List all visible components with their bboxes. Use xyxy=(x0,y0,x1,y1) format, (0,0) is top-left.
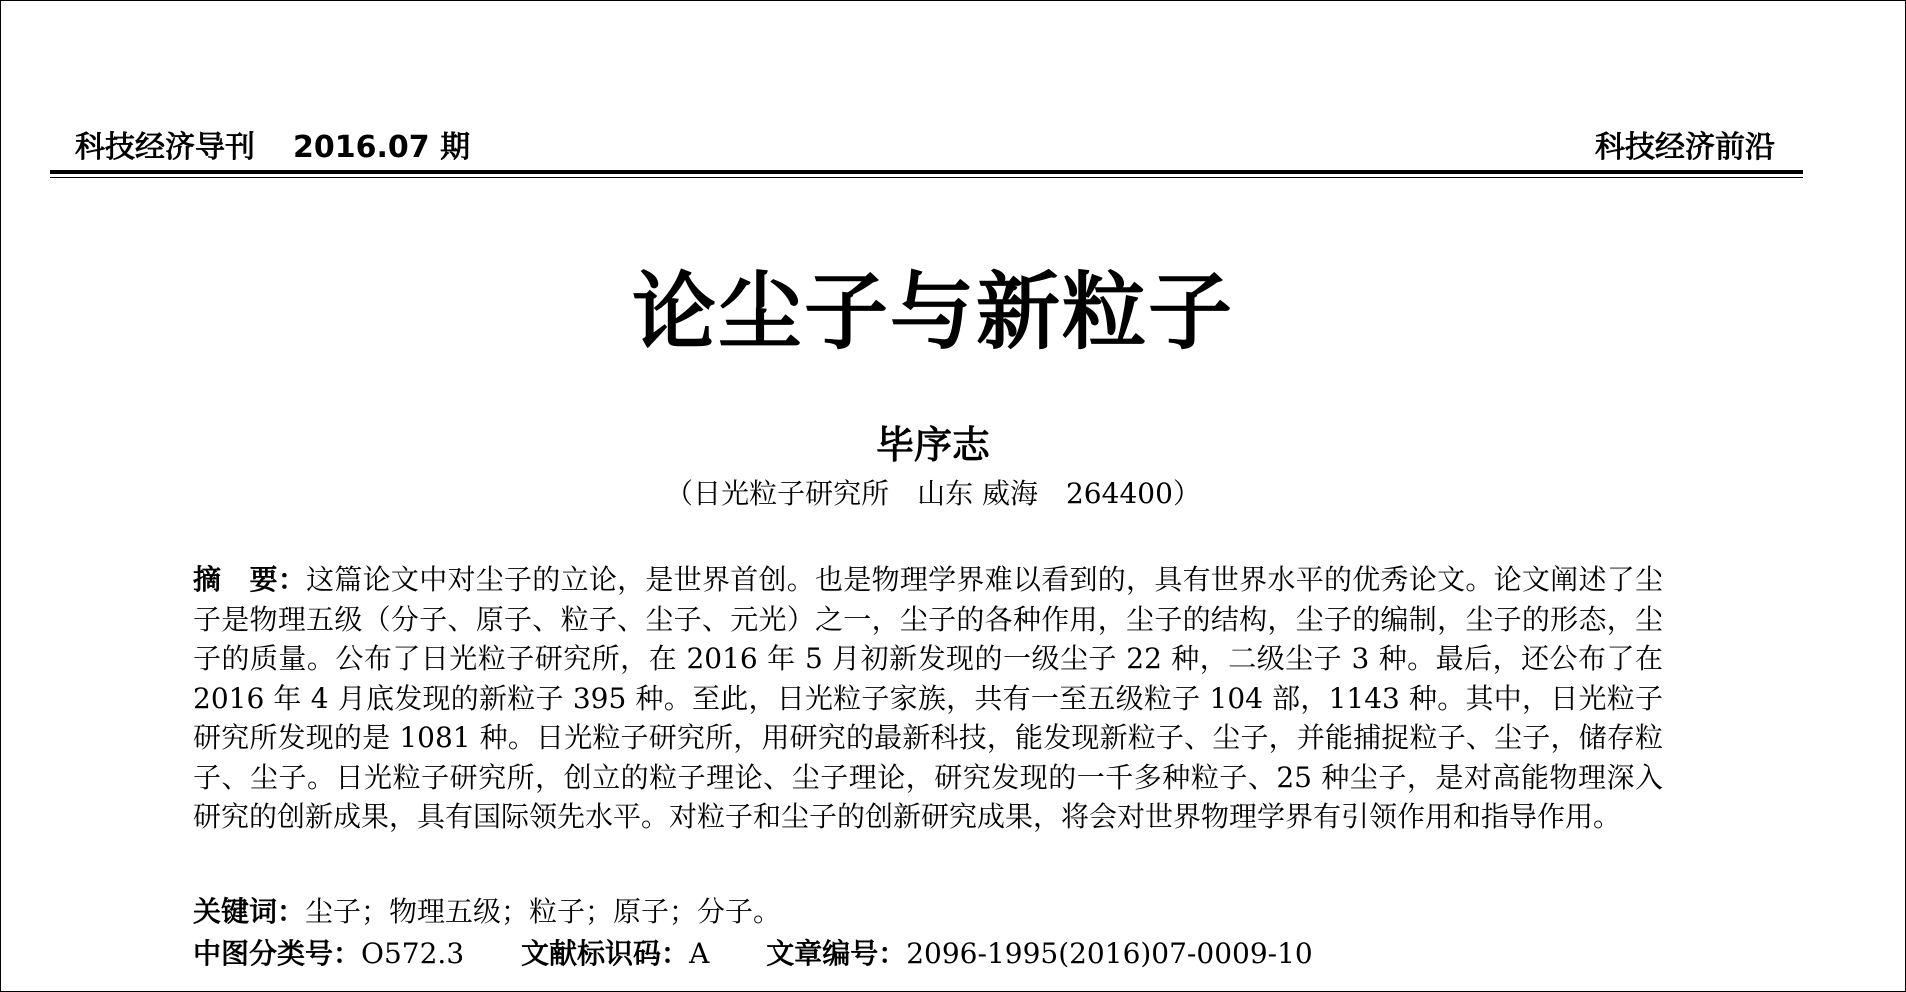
classification-line xyxy=(193,934,1663,974)
document-code xyxy=(521,937,709,970)
article-title: 论尘子与新粒子 xyxy=(631,262,1234,361)
clc-value: O572.3 xyxy=(361,937,465,970)
abstract-label: 摘 要： xyxy=(193,563,307,596)
article-no-value: 2096-1995(2016)07-0009-10 xyxy=(906,937,1313,970)
doc-code-value: A xyxy=(689,937,710,970)
section-name: 科技经济前沿 xyxy=(1595,130,1775,165)
header-left xyxy=(75,128,470,168)
keywords-label: 关键词： xyxy=(193,895,306,928)
keywords xyxy=(193,892,1663,932)
issue-label: 2016.07 期 xyxy=(293,130,471,165)
author-name: 毕序志 xyxy=(875,423,990,467)
abstract-text: 这篇论文中对尘子的立论，是世界首创。也是物理学界难以看到的，具有世界水平的优秀论文。论文阐述了尘子是物理五级（分子、原子、粒子、尘子、元光）之一，尘子的各种作用，尘子的结构，尘子的编制，尘子的形态，尘子的质量。公布了日光粒子研究所，在 2016 年 5 月初新发现的一级尘子 22 种，二级尘子 3 种。最后，还公布了在 2016 年 4 月底发现的新粒子 395 种。至此，日光粒子家族，共有一至五级粒子 104 部，1143 种。其中，日光粒子研究所发现的是 1081 种。日光粒子研究所，用研究的最新科技，能发现新粒子、尘子，并能捕捉粒子、尘子，储存粒子、尘子。日光粒子研究所，创立的粒子理论、尘子理论，研究发现的一千多种粒子、25 种尘子，是对高能物理深入研究的创新成果，具有国际领先水平。对粒子和尘子的创新研究成果，将会对世界物理学界有引领作用和指导作用。 xyxy=(193,563,1663,833)
article-no-label: 文章编号： xyxy=(766,937,907,970)
journal-name: 科技经济导刊 xyxy=(75,130,255,165)
header-rule-thin xyxy=(50,177,1803,178)
article-number xyxy=(766,937,1313,970)
header-rule xyxy=(50,170,1803,174)
clc-label: 中图分类号： xyxy=(193,937,362,970)
author-affiliation: （日光粒子研究所 山东 威海 264400） xyxy=(665,477,1201,510)
clc-number xyxy=(193,937,464,970)
abstract xyxy=(193,560,1663,837)
doc-code-label: 文献标识码： xyxy=(521,937,690,970)
keywords-text: 尘子；物理五级；粒子；原子；分子。 xyxy=(305,895,782,928)
